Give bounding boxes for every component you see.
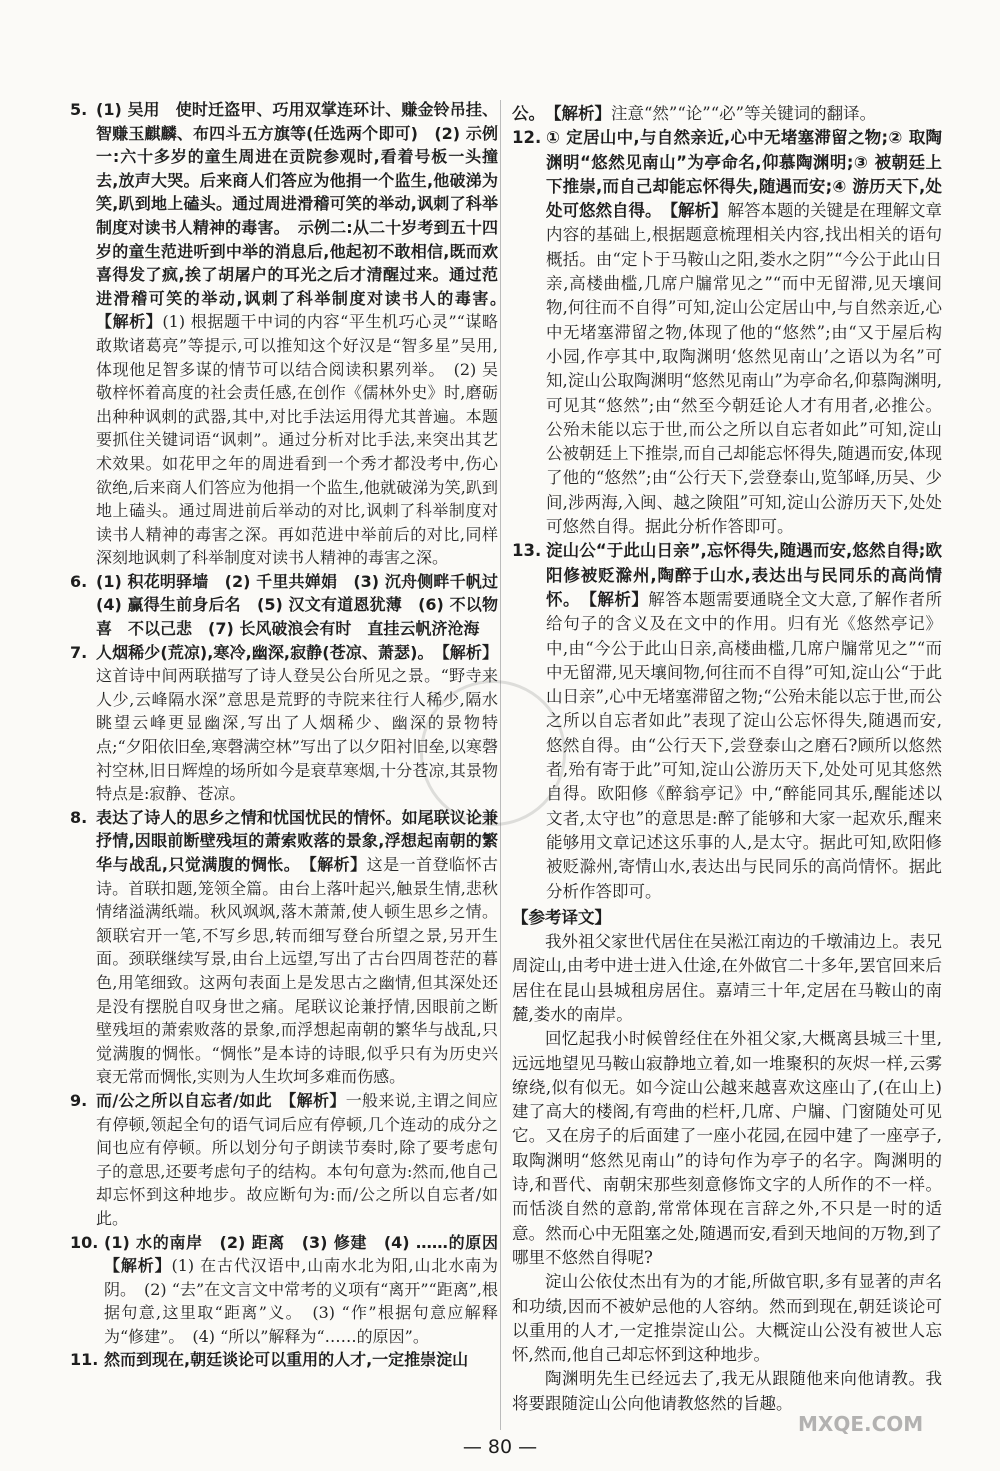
- reference-translation-title: 【参考译文】: [512, 907, 611, 927]
- translation-paragraph: 回忆起我小时候曾经住在外祖父家,大概离县城三十里,远远地望见马鞍山寂静地立着,如一堆聚积的灰烬一样,云雾缭绕,似有似无。如今淀山公越来越喜欢这座山了,(在山上)建了高大的楼阁,有弯曲的栏杆,几席、户牖、门窗随处可见它。又在房子的后面建了一座小花园,在园中建了一座亭子,取陶渊明“悠然见南山”的诗句作为亭子的名字。陶渊明的诗,和晋代、南朝宋那些刻意修饰文字的人所作的不一样。而恬淡自然的意韵,常常体现在言辞之外,不只是一时的适意。然而心中无阻塞之处,随遇而安,看到天地间的万物,到了哪里不悠然自得呢?: [512, 1029, 942, 1267]
- analysis-text: 解答本题需要通晓全文大意,了解作者所给句子的含义及在文中的作用。归有光《悠然亭记》中,由“今公于此山日亲,高楼曲槛,几席户牖常见之”“而中无留滞,见天壤间物,何往而不自得”可知,淀山公“于此山日亲”,心中无堵塞滞留之物;“公殆未能以忘于世,而公之所以自忘者如此”表现了淀山公忘怀得失,随遇而安,悠然自得。由“公行天下,尝登泰山之磨石?顾所以悠然者,殆有寄于此”可知,淀山公游历天下,处处可见其悠然自得。欧阳修《醉翁亭记》中,“醉能同其乐,醒能述以文者,太守也”的意思是:醉了能够和大家一起欢乐,醒来能够用文章记述这乐事的人,是太守。据此可知,欧阳修被贬滁州,寄情山水,表达出与民同乐的高尚情怀。据此分析作答即可。: [546, 589, 942, 901]
- question-number: 10.: [70, 1232, 99, 1252]
- analysis-tag: 【解析】: [308, 855, 367, 874]
- question-number: 12.: [512, 128, 542, 148]
- answer-text: 然而到现在,朝廷谈论可以重用的人才,一定推崇淀山: [104, 1350, 469, 1370]
- answer-text: 而/公之所以自忘者/如此: [96, 1090, 272, 1110]
- answer-text: (1) 积花明驿墙 (2) 千里共婵娟 (3) 沉舟侧畔千帆过 (4) 赢得生前身后名 (5) 汉文有道恩犹薄 (6) 不以物喜 不以己悲 (7) 长风破浪会有时 直挂云帆济沧海: [96, 571, 515, 639]
- analysis-text: 一般来说,主谓之间应有停顿,领起全句的语气词后应有停顿,几个连动的成分之间也应有停顿。所以划分句子朗读节奏时,除了要考虑句子的意思,还要考虑句子的结构。本句句意为:然而,他自己却忘怀到这种地步。故应断句为:而/公之所以自忘者/如此。: [96, 1090, 498, 1228]
- analysis-tag: 【解析】: [669, 201, 728, 221]
- question-item: [70, 806, 498, 1089]
- answer-text: ① 定居山中,与自然亲近,心中无堵塞滞留之物;② 取陶渊明“悠然见南山”为亭命名,仰慕陶渊明;③ 被朝廷上下推崇,而自己却能忘怀得失,随遇而安;④ 游历天下,处处可悠然自得。: [546, 128, 942, 221]
- answer-text: (1) 吴用 使时迁盗甲、巧用双掌连环计、赚金铃吊挂、智赚玉麒麟、布四斗五方旗等(任选两个即可) (2) 示例一:六十多岁的童生周进在贡院参观时,看着号板一头撞去,放声大哭。后来商人们答应为他捐一个监生,他破涕为笑,趴到地上磕头。通过周进滑稽可笑的举动,讽刺了科举制度对读书人精神的毒害。 示例二:从二十岁考到五十四岁的童生范进听到中举的消息后,他起初不敢相信,既而欢喜得发了疯,挨了胡屠户的耳光之后才清醒过来。通过范进滑稽可笑的举动,讽刺了科举制度对读书人的毒害。: [96, 100, 498, 308]
- analysis-text: 这首诗中间两联描写了诗人登吴公台所见之景。“野寺来人少,云峰隔水深”意思是荒野的寺院来往行人稀少,隔水眺望云峰更显幽深,写出了人烟稀少、幽深的景物特点;“夕阳依旧垒,寒磬满空林”写出了以夕阳衬旧垒,以寒磬衬空林,旧日辉煌的场所如今是衰草寒烟,十分苍凉,其景物特点是:寂静、苍凉。: [96, 666, 498, 804]
- left-column: [70, 98, 515, 1372]
- question-item: [70, 1231, 498, 1349]
- analysis-text: (1) 根据题干中词的内容“平生机巧心灵”“谋略敢欺诸葛亮”等提示,可以推知这个好汉是“智多星”吴用,体现他足智多谋的情节可以结合阅读积累列举。 (2) 吴敬梓怀着高度的社会责任感,在创作《儒林外史》时,磨砺出种种讽刺的武器,其中,对比手法运用得尤其普遍。本题要抓住关键词语“讽刺”。通过分析对比手法,来突出其艺术效果。如花甲之年的周进看到一个秀才都没考中,伤心欲绝,后来商人们答应为他捐一个监生,他就破涕为笑,趴到地上磕头。通过周进前后举动的对比,讽刺了科举制度对读书人精神的毒害之深。再如范进中举前后的对比,同样深刻地讽刺了科举制度对读书人精神的毒害之深。: [96, 312, 498, 568]
- answer-text: 淀山公“于此山日亲”,忘怀得失,随遇而安,悠然自得;欧阳修被贬滁州,陶醉于山水,表达出与民同乐的高尚情怀。: [546, 541, 942, 609]
- question-item: [512, 539, 942, 903]
- question-item: [70, 570, 515, 641]
- analysis-text: 这是一首登临怀古诗。首联扣题,笼领全篇。由台上落叶起兴,触景生情,悲秋情绪溢满纸端。秋风飒飒,落木萧萧,使人顿生思乡之情。颔联宕开一笔,不写乡思,转而细写登台所望之景,另开生面。颈联继续写景,由台上远望,写出了古台四周苍茫的暮色,用笔细致。这两句表面上是发思古之幽情,但其深处还是没有摆脱自叹身世之痛。尾联议论兼抒情,因眼前之断壁残垣的萧索败落的景象,而浮想起南朝的繁华与战乱,只觉满腹的惆怅。“惆怅”是本诗的诗眼,似乎只有为历史兴衰无常而惆怅,实则为人生坎坷多难而伤感。: [96, 855, 498, 1087]
- question-number: 13.: [512, 541, 542, 561]
- question-item: [70, 98, 498, 570]
- right-column: [512, 102, 942, 1416]
- question-number: 9.: [70, 1090, 88, 1110]
- translation-paragraph: 淀山公依仗杰出有为的才能,所做官职,多有显著的声名和功绩,因而不被妒忌他的人容纳。然而到现在,朝廷谈论可以重用的人才,一定推崇淀山公。大概淀山公没有被世人忘怀,然而,他自己却忘怀到这种地步。: [512, 1272, 942, 1365]
- analysis-tag: 【解析】: [96, 312, 163, 332]
- analysis-tag: 【解析】: [104, 1256, 172, 1276]
- analysis-text: 注意“然”“论”“必”等关键词的翻译。: [611, 104, 877, 123]
- answer-text: 表达了诗人的思乡之情和忧国忧民的情怀。如尾联议论兼抒情,因眼前断壁残垣的萧索败落的景象,浮想起南朝的繁华与战乱,只觉满腹的惆怅。: [96, 807, 498, 874]
- answer-text: 人烟稀少(荒凉),寒冷,幽深,寂静(苍凉、萧瑟)。: [96, 642, 426, 662]
- analysis-tag: 【解析】: [553, 104, 611, 123]
- question-number: 6.: [70, 571, 88, 591]
- question-item: [70, 641, 498, 806]
- question-number: 5.: [70, 100, 88, 119]
- analysis-tag: 【解析】: [441, 642, 498, 662]
- question-item: [512, 126, 942, 539]
- question-number: 11.: [70, 1350, 99, 1370]
- analysis-tag: 【解析】: [588, 589, 649, 609]
- analysis-text: (1) 在古代汉语中,山南水北为阳,山北水南为阴。 (2) “去”在文言文中常考的义项有“离开”“距离”,根据句意,这里取“距离”义。 (3) “作”根据句意应解释为“修建”。 (4) “所以”解释为“……的原因”。: [104, 1256, 498, 1346]
- translation-paragraph: 陶渊明先生已经远去了,我无从跟随他来向他请教。我将要跟随淀山公向他请教悠然的旨趣。: [512, 1369, 942, 1413]
- analysis-text: 解答本题的关键是在理解文章内容的基础上,根据题意梳理相关内容,找出相关的语句概括。由“定卜于马鞍山之阳,娄水之阴”“今公于此山日亲,高楼曲槛,几席户牖常见之”“而中无留滞,见天壤间物,何往而不自得”可知,淀山公定居山中,与自然亲近,心中无堵塞滞留之物,体现了他的“悠然”;由“又于屋后构小园,作亭其中,取陶渊明‘悠然见南山’之语以为名”可知,淀山公取陶渊明“悠然见南山”为亭命名,仰慕陶渊明,可见其“悠然”;由“然至今朝廷论人才有用者,必推公。公殆未能以忘于世,而公之所以自忘者如此”可知,淀山公被朝廷上下推崇,而自己却能忘怀得失,随遇而安,体现了他的“悠然”;由“公行天下,尝登泰山,览邹峄,历吴、少间,涉两海,入闽、越之険阻”可知,淀山公游历天下,处处可悠然自得。据此分析作答即可。: [546, 201, 942, 537]
- answer-text: (1) 水的南岸 (2) 距离 (3) 修建 (4) ……的原因: [104, 1232, 498, 1252]
- question-item: [70, 1089, 498, 1231]
- question-number: 8.: [70, 807, 88, 827]
- question-item: [70, 1348, 498, 1372]
- analysis-tag: 【解析】: [288, 1090, 346, 1110]
- page-number: — 80 —: [462, 1436, 538, 1458]
- watermark: MXQE.COM: [798, 1412, 924, 1436]
- translation-paragraph: 我外祖父家世代居住在吴淞江南边的千墩浦边上。表兄周淀山,由考中进士进入仕途,在外做官二十多年,罢官回来后居住在昆山县城租房居住。嘉靖三十年,定居在马鞍山的南麓,娄水的南岸。: [512, 932, 942, 1024]
- continuation-answer: 公。: [512, 104, 537, 123]
- continuation-block: [512, 102, 942, 126]
- question-number: 7.: [70, 642, 88, 662]
